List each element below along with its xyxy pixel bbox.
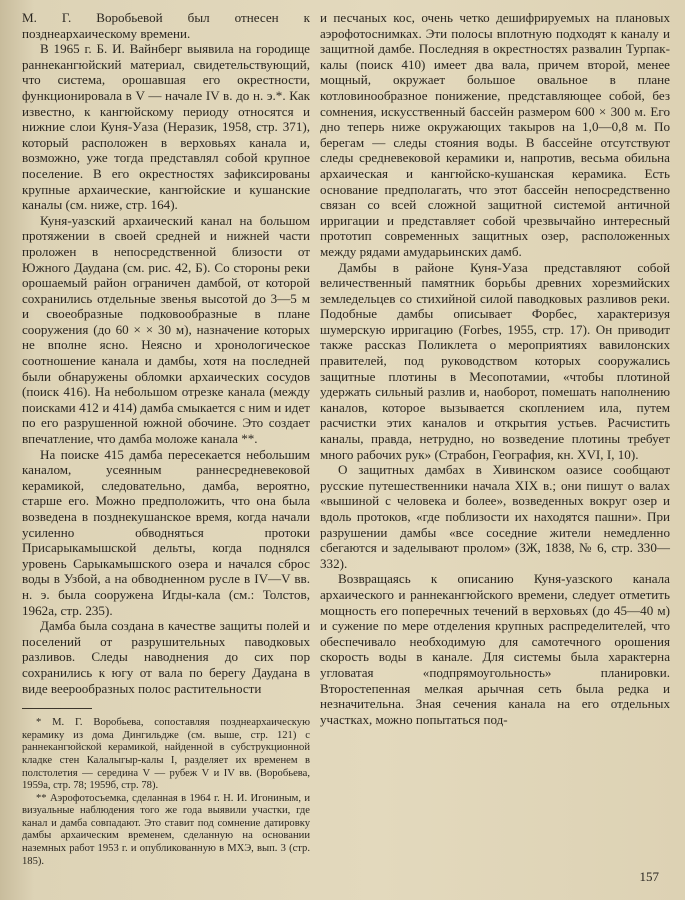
footnote: ** Аэрофотосъемка, сделанная в 1964 г. Н. И. Игониным, и визуальные наблюдения того же года выявили участки, где канал и дамба совпадают. Это ставит под сомнение датировку дамбы архаическим временем, сделанную на основании наземных работ 1953 г. и опубликованную в МХЭ, вып. 3 (стр. 185). (22, 792, 310, 867)
paragraph: Куня-уазский архаический канал на большом протяжении в своей средней и нижней части проложен в непосредственной близости от Южного Даудана (см. рис. 42, Б). Со стороны реки орошаемый район ограничен дамбой, от которой сохранились отдельные звенья высотой до 3—5 м и своеобразные подковообразные в плане сооружения (до 60 × × 30 м), назначение которых не вполне ясно. Неясно и хронологическое соотношение канала и дамбы, хотя на последней были обнаружены обломки архаических сосудов (поиск 416). На небольшом отрезке канала (между поисками 412 и 414) дамба смыкается с ним и идет по его разрушенной южной обочине. Это создает впечатление, что дамба моложе канала **. (22, 212, 310, 447)
footnote-divider (22, 708, 92, 709)
paragraph: М. Г. Воробьевой был отнесен к позднеархаическому времени. (22, 10, 310, 41)
page-number: 157 (639, 869, 659, 884)
paragraph: Дамбы в районе Куня-Уаза представляют собой величественный памятник борьбы древних хорезмийских земледельцев со стихийной силой паводковых разливов реки. Подобные дамбы описывает Форбес, характеризуя шумерскую ирригацию (Forbes, 1955, стр. 17). Он приводит также рассказ Поликлета о мероприятиях вавилонских правителей, под руководством которых сооружались защитные плотины в Месопотамии, «чтобы плотиной удержать сильный разлив и, наоборот, помешать наполнению каналов, которое вызывается скоплением ила, путем расчистки этих каналов и открытия устьев. Расчистить каналы, правда, нетрудно, но возведение плотины требует много рабочих рук» (Страбон, География, кн. XVI, I, 10). (320, 259, 670, 462)
paragraph: В 1965 г. Б. И. Вайнберг выявила на городище раннекангюйский материал, свидетельствующий, что система, орошавшая его окрестности, функционировала в V — начале IV в. до н. э.*. Как известно, к кангюйскому периоду относятся и нижние слои Куня-Уаза (Неразик, 1958, стр. 371), который расположен в верховьях канала и, возможно, уже тогда представлял собой крупное поселение. В его окрестностях зафиксированы крупные архаические, кангюйские и кушанские каналы (см. ниже, стр. 164). (22, 41, 310, 213)
paragraph: Возвращаясь к описанию Куня-уазского канала архаического и раннекангюйского времени, следует отметить мощность его поперечных течений в верховьях (до 45—40 м) и сужение по мере отделения крупных распределителей, что обеспечивало необходимую для самотечного орошения скорость воды в канале. Для системы была характерна угловатая «подпрямоугольность» планировки. Второстепенная мелкая арычная сеть была редка и незначительна. Зная сечения канала на его отдельных участках, можно попытаться под- (320, 571, 670, 727)
paragraph: На поиске 415 дамба пересекается небольшим каналом, усеянным раннесредневековой керамикой, следовательно, дамба, вероятно, старше его. Можно предположить, что она была возведена в позднекушанское время, когда начали усиленно обводняться протоки Присарыкамышской дельты, когда поднялся уровень Сарыкамышского озера и начался сброс воды в Узбой, а на обводненном русле в IV—V вв. н. э. была сооружена Игды-кала (см.: Толстов, 1962а, стр. 235). (22, 446, 310, 618)
footnotes (22, 717, 310, 868)
paragraph: Дамба была создана в качестве защиты полей и поселений от разрушительных паводковых разливов. Следы наводнения до сих пор сохранились к югу от вала по берегу Даудана в виде веерообразных полос растительности (22, 618, 310, 696)
right-column (320, 10, 670, 727)
left-column (22, 10, 310, 868)
paragraph: О защитных дамбах в Хивинском оазисе сообщают русские путешественники начала XIX в.; они пишут о валах «вышиной с человека и более», возведенных вокруг озер и вдоль протоков, «где поблизости их находятся пашни». При разрушении дамбы «все соседние жители немедленно сбегаются и заделывают пролом» (ЗЖ, 1838, № 6, стр. 330—332). (320, 462, 670, 571)
paragraph: и песчаных кос, очень четко дешифрируемых на плановых аэрофотоснимках. Эти полосы вплотную подходят к каналу и защитной дамбе. Последняя в окрестностях развалин Турпак-калы (поиск 410) имеет два вала, причем второй, менее мощный, окружает большое овальное в плане котловинообразное понижение, представляющее собой, без сомнения, искусственный бассейн размером 600 × 300 м. Его дно теперь ниже окружающих такыров на 1,0—0,8 м. По берегам — следы стояния воды. В бассейне отсутствуют следы средневековой керамики и, напротив, весьма обильна архаическая и кангюйско-кушанская керамика. Есть основание предполагать, что этот бассейн непосредственно связан со всей сложной защитной системой античной ирригации и представляет собой чрезвычайно интересный прототип современных защитных озер, расположенных между рядами амударьинских дамб. (320, 10, 670, 259)
footnote: * М. Г. Воробьева, сопоставляя позднеархаическую керамику из дома Дингильдже (см. выше, стр. 121) с раннекангюйской керамикой, найденной в субструкционной кладке стен Калалыгыр-калы I, разделяет их временем в полстолетия — середина V — рубеж V и IV вв. (Воробьева, 1959а, стр. 78; 1959б, стр. 78). (22, 717, 310, 792)
